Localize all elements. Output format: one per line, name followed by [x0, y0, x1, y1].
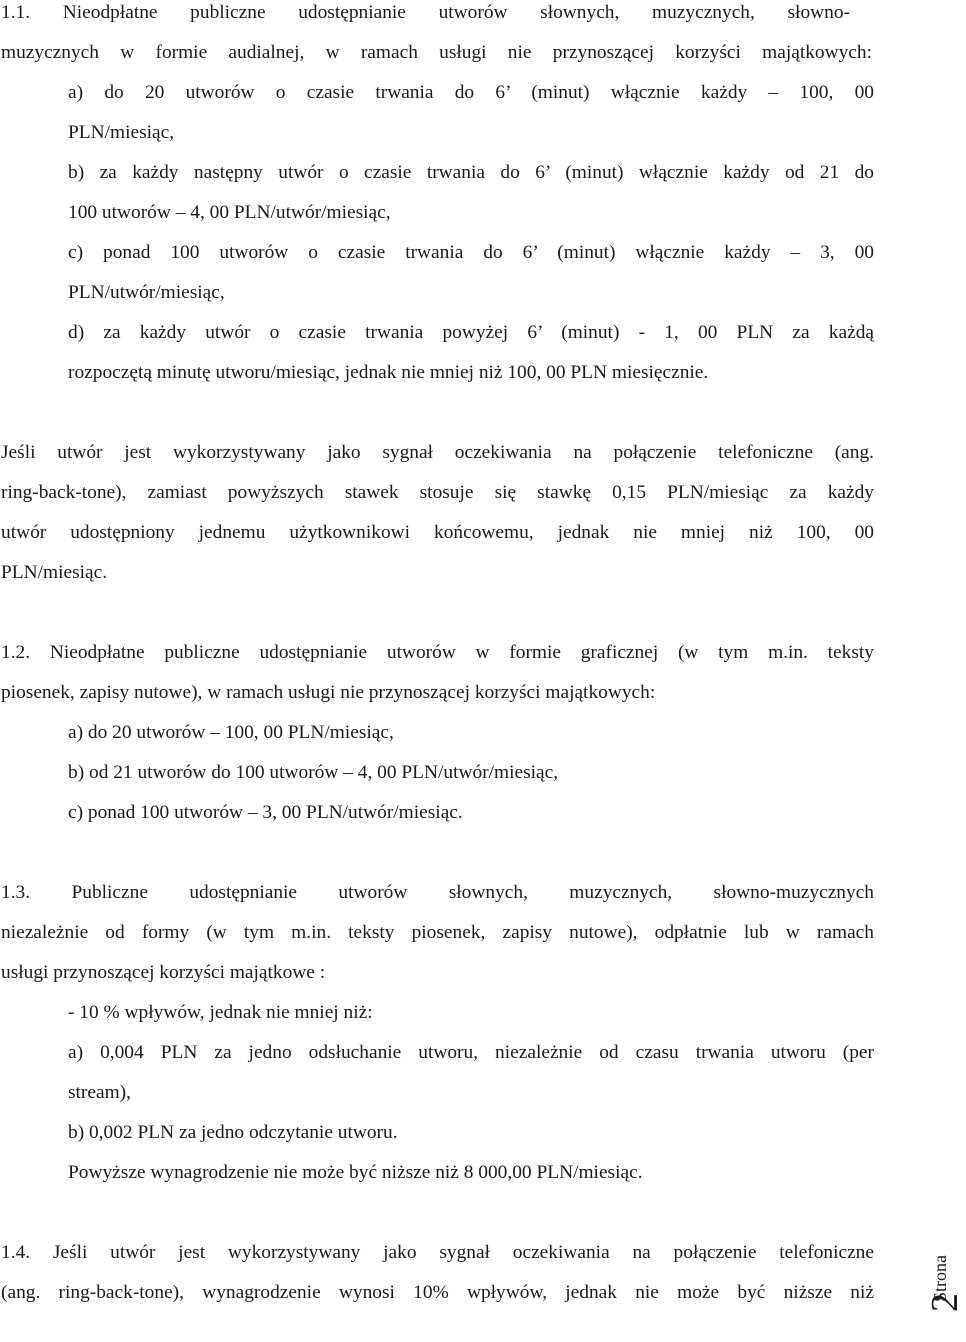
section-1-3-item-a-line-2: stream),	[68, 1082, 131, 1103]
section-1-1-heading-line-1: 1.1. Nieodpłatne publiczne udostępnianie utworów słownych, muzycznych, słowno-	[1, 2, 850, 23]
section-1-1-item-a-line-1: a) do 20 utworów o czasie trwania do 6’ (minut) włącznie każdy – 100, 00	[68, 82, 874, 103]
section-1-3-heading-line-2: niezależnie od formy (w tym m.in. teksty piosenek, zapisy nutowe), odpłatnie lub w ramach	[1, 922, 874, 943]
section-1-1-item-c-line-1: c) ponad 100 utworów o czasie trwania do 6’ (minut) włącznie każdy – 3, 00	[68, 242, 874, 263]
section-1-2-heading-line-2: piosenek, zapisy nutowe), w ramach usługi nie przynoszącej korzyści majątkowych:	[1, 682, 656, 703]
ringback-paragraph-line-2: ring-back-tone), zamiast powyższych stawek stosuje się stawkę 0,15 PLN/miesiąc za każdy	[1, 482, 874, 503]
section-1-2-heading-line-1: 1.2. Nieodpłatne publiczne udostępnianie utworów w formie graficznej (w tym m.in. teksty	[1, 642, 874, 663]
section-1-1-item-a-line-2: PLN/miesiąc,	[68, 122, 175, 143]
section-1-2-item-b: b) od 21 utworów do 100 utworów – 4, 00 PLN/utwór/miesiąc,	[68, 762, 559, 783]
section-1-1-item-b-line-2: 100 utworów – 4, 00 PLN/utwór/miesiąc,	[68, 202, 391, 223]
section-1-3-heading-line-1: 1.3. Publiczne udostępnianie utworów słownych, muzycznych, słowno-muzycznych	[1, 882, 874, 903]
section-1-1-item-d-line-1: d) za każdy utwór o czasie trwania powyżej 6’ (minut) - 1, 00 PLN za każdą	[68, 322, 874, 343]
section-1-3-heading-line-3: usługi przynoszącej korzyści majątkowe :	[1, 962, 326, 983]
ringback-paragraph-line-4: PLN/miesiąc.	[1, 562, 108, 583]
section-1-2-item-c: c) ponad 100 utworów – 3, 00 PLN/utwór/miesiąc.	[68, 802, 463, 823]
section-1-4-line-1: 1.4. Jeśli utwór jest wykorzystywany jako sygnał oczekiwania na połączenie telefoniczne	[1, 1242, 874, 1263]
page-footer	[902, 1255, 966, 1342]
section-1-3-percent-line: - 10 % wpływów, jednak nie mniej niż:	[68, 1002, 373, 1023]
section-1-1-heading-line-2: muzycznych w formie audialnej, w ramach usługi nie przynoszącej korzyści majątkowych:	[1, 42, 872, 63]
section-1-4-line-2: (ang. ring-back-tone), wynagrodzenie wynosi 10% wpływów, jednak nie może być niższe niż	[1, 1282, 874, 1303]
section-1-1-item-b-line-1: b) za każdy następny utwór o czasie trwania do 6’ (minut) włącznie każdy od 21 do	[68, 162, 874, 183]
section-1-1-item-d-line-2: rozpoczętą minutę utworu/miesiąc, jednak nie mniej niż 100, 00 PLN miesięcznie.	[68, 362, 709, 383]
ringback-paragraph-line-1: Jeśli utwór jest wykorzystywany jako sygnał oczekiwania na połączenie telefoniczne (ang.	[1, 442, 874, 463]
page-label: Strona	[930, 1255, 950, 1302]
section-1-2-item-a: a) do 20 utworów – 100, 00 PLN/miesiąc,	[68, 722, 394, 743]
section-1-3-minimum: Powyższe wynagrodzenie nie może być niższe niż 8 000,00 PLN/miesiąc.	[68, 1162, 643, 1183]
page-number: 2	[924, 1293, 966, 1312]
ringback-paragraph-line-3: utwór udostępniony jednemu użytkownikowi końcowemu, jednak nie mniej niż 100, 00	[1, 522, 874, 543]
section-1-1-item-c-line-2: PLN/utwór/miesiąc,	[68, 282, 225, 303]
section-1-3-item-b: b) 0,002 PLN za jedno odczytanie utworu.	[68, 1122, 398, 1143]
section-1-3-item-a-line-1: a) 0,004 PLN za jedno odsłuchanie utworu, niezależnie od czasu trwania utworu (per	[68, 1042, 874, 1063]
